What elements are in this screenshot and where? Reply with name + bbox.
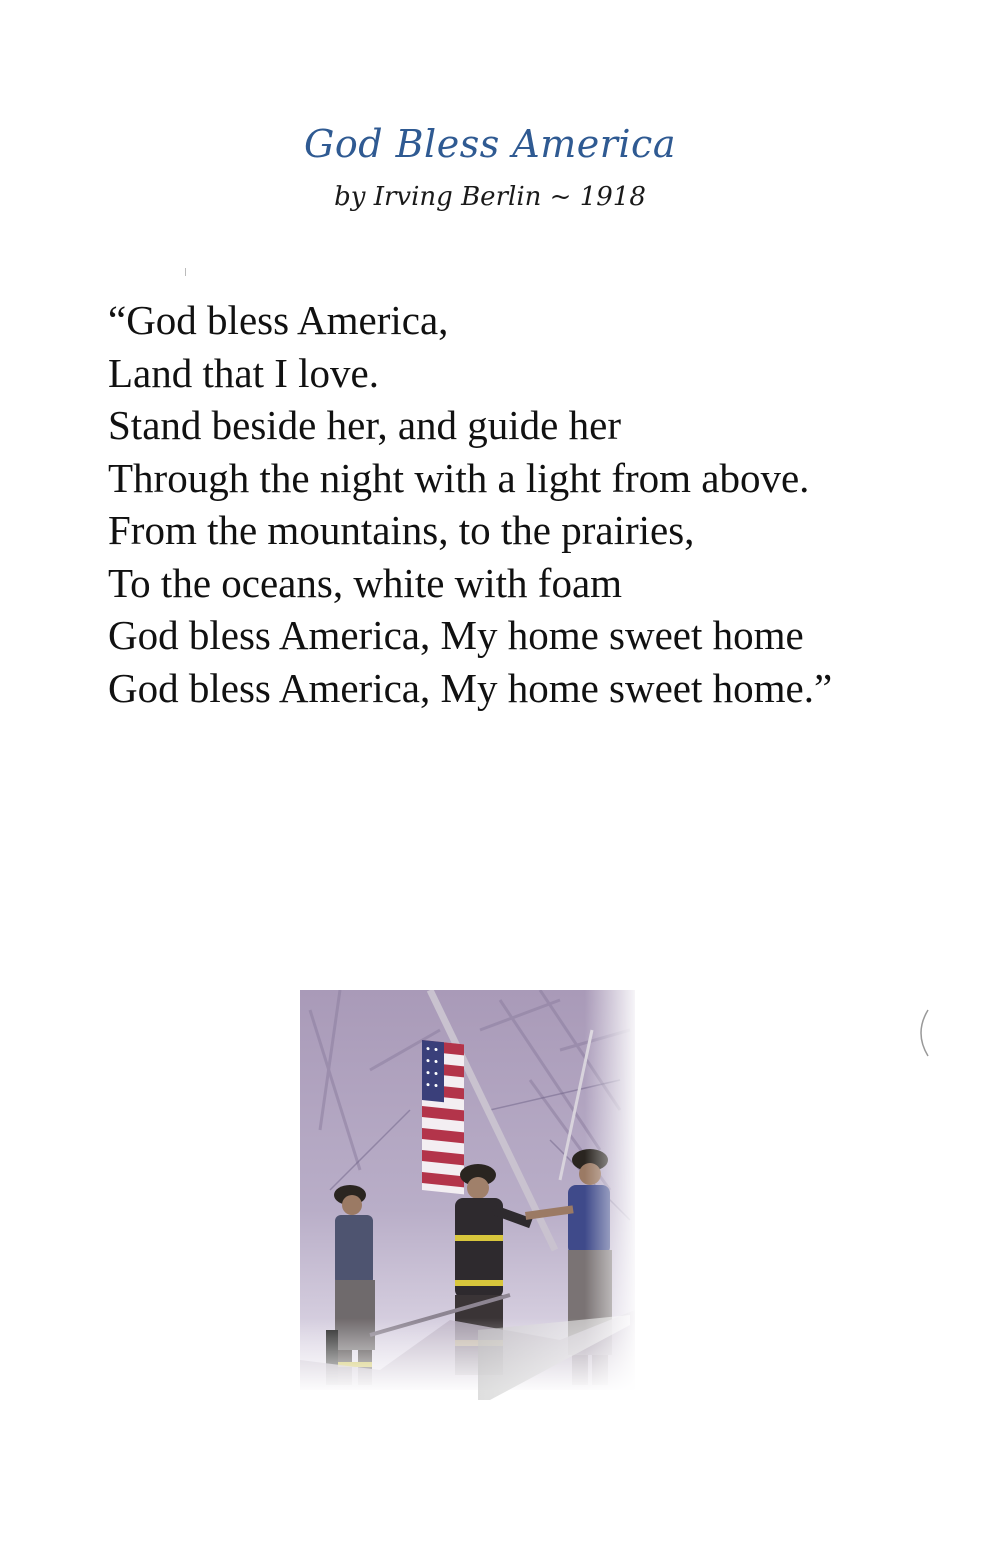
lyric-line: “God bless America, <box>108 297 449 343</box>
lyric-line: Stand beside her, and guide her <box>108 402 621 448</box>
song-title: God Bless America <box>303 122 676 166</box>
scan-speck <box>185 268 186 276</box>
flag-raising-illustration <box>300 990 640 1405</box>
lyric-line: Land that I love. <box>108 349 379 396</box>
flag-raising-photo <box>300 990 640 1405</box>
song-byline: by Irving Berlin ~ 1918 <box>334 182 646 212</box>
lyric-line: God bless America, My home sweet home.” <box>108 664 833 711</box>
margin-bracket-mark <box>912 1008 932 1058</box>
lyric-line: To the oceans, white with foam <box>108 559 623 606</box>
lyric-line: God bless America, My home sweet home <box>108 612 804 658</box>
lyrics-stanza <box>108 294 968 714</box>
lyric-line: From the mountains, to the prairies, <box>108 507 695 553</box>
lyric-line: Through the night with a light from above. <box>108 454 810 501</box>
